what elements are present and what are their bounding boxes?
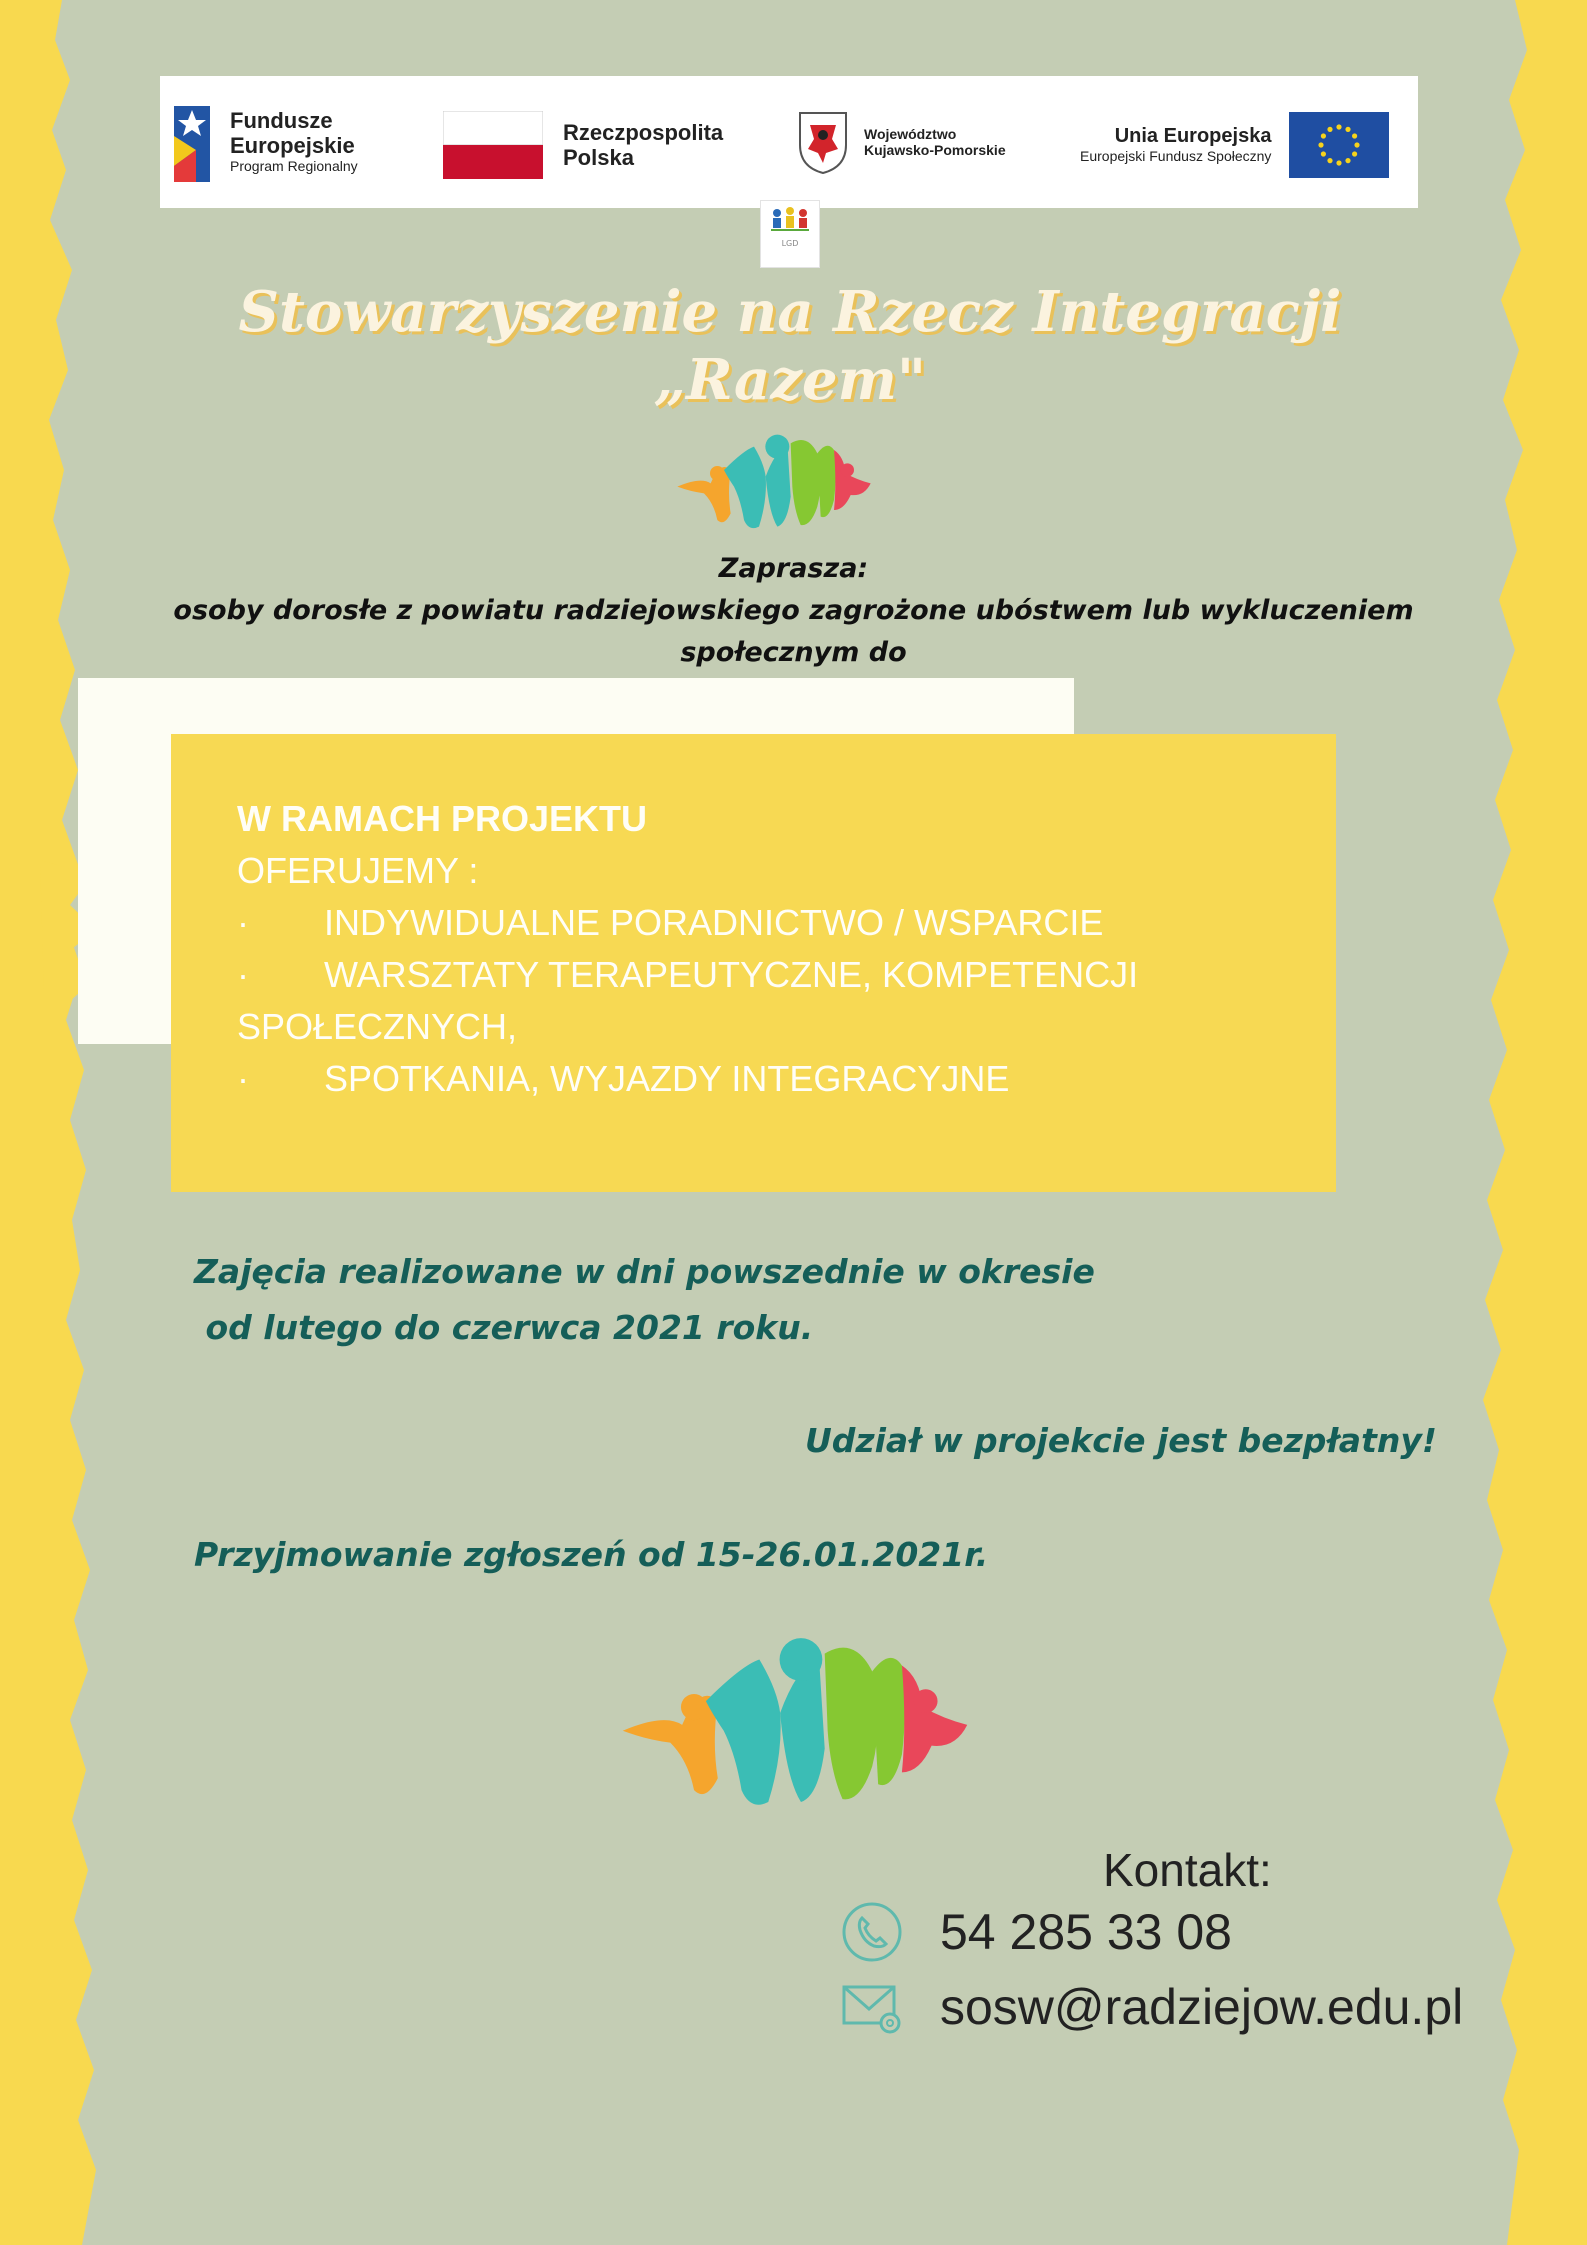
people-illustration-small [610, 420, 938, 530]
left-yellow-edge [0, 0, 120, 2245]
schedule-line1: Zajęcia realizowane w dni powszednie w okresie [194, 1252, 1095, 1291]
rp-line1: Rzeczpospolita [563, 119, 724, 145]
contact-email-row [840, 1975, 1463, 2039]
offer-item-continuation: SPOŁECZNYCH, [237, 1006, 518, 1047]
contact-phone-row [840, 1900, 1232, 1964]
organization-title [170, 278, 1410, 414]
wkp-line1: Województwo [864, 125, 957, 142]
eu-flag-icon [1289, 112, 1389, 178]
right-yellow-edge [1457, 0, 1587, 2245]
ue-line1: Unia Europejska [1114, 125, 1272, 148]
fe-emblem-icon [166, 96, 216, 186]
fe-line1: Fundusze [230, 107, 333, 133]
fe-line3: Program Regionalny [230, 158, 358, 175]
email-icon [840, 1975, 904, 2039]
ue-line2: Europejski Fundusz Społeczny [1080, 148, 1272, 165]
fundusze-europejskie-logo [166, 96, 358, 186]
wojewodztwo-logo [796, 109, 1006, 175]
offer-list [237, 793, 1297, 1105]
lgd-label: LGD [781, 239, 799, 248]
offer-item: · SPOTKANIA, WYJAZDY INTEGRACYJNE [237, 1058, 1010, 1099]
lgd-people-icon [761, 201, 819, 239]
unia-europejska-logo [1080, 112, 1389, 178]
title-line1: Stowarzyszenie na Rzecz Integracji [238, 279, 1342, 345]
rp-line2: Polska [563, 145, 634, 170]
offer-item: · INDYWIDUALNE PORADNICTWO / WSPARCIE [237, 902, 1104, 943]
lgd-badge [760, 200, 820, 268]
rzeczpospolita-polska-logo [443, 111, 723, 179]
fe-line2: Europejskie [230, 132, 355, 158]
polish-flag-icon [443, 111, 543, 179]
offer-subheading: OFERUJEMY : [237, 850, 479, 891]
offer-item: · WARSZTATY TERAPEUTYCZNE, KOMPETENCJI [237, 954, 1139, 995]
contact-email[interactable]: sosw@radziejow.edu.pl [940, 1979, 1464, 2035]
invite-line1: Zaprasza: [718, 553, 869, 584]
invite-line2: osoby dorosłe z powiatu radziejowskiego zagrożone ubóstwem lub wykluczeniem społecznym do [173, 595, 1414, 668]
phone-icon [840, 1900, 904, 1964]
people-illustration-large [503, 1612, 1087, 1808]
contact-title: Kontakt: [1103, 1844, 1272, 1896]
schedule-line2: od lutego do czerwca 2021 roku. [194, 1308, 814, 1347]
funding-logo-bar [160, 76, 1418, 208]
free-participation-text: Udział w projekcie jest bezpłatny! [805, 1421, 1437, 1460]
wkp-line2: Kujawsko-Pomorskie [864, 142, 1006, 158]
offer-heading: W RAMACH PROJEKTU [237, 798, 647, 839]
schedule-text [194, 1244, 1095, 1356]
title-line2: „Razem" [653, 347, 927, 413]
applications-text: Przyjmowanie zgłoszeń od 15-26.01.2021r. [194, 1535, 989, 1574]
voivodeship-coat-of-arms-icon [796, 109, 850, 175]
contact-phone[interactable]: 54 285 33 08 [940, 1904, 1232, 1960]
